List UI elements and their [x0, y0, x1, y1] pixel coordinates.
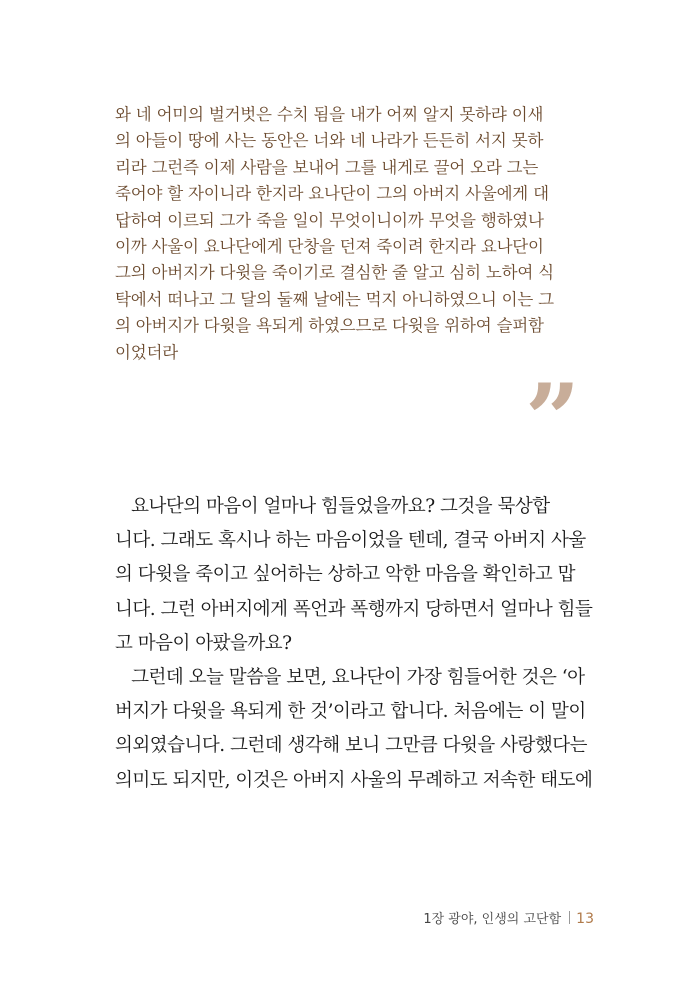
quote-line: 죽어야 할 자이니라 한지라 요나단이 그의 아버지 사울에게 대 [115, 184, 549, 204]
footer-divider [569, 911, 570, 924]
quote-line: 리라 그런즉 이제 사람을 보내어 그를 내게로 끌어 오라 그는 [115, 157, 539, 177]
body-line: 버지가 다윗을 욕되게 한 것’이라고 합니다. 처음에는 이 말이 [115, 701, 586, 723]
body-line: 니다. 그래도 혹시나 하는 마음이었을 텐데, 결국 아버지 사울 [115, 530, 586, 552]
quote-line: 이까 사울이 요나단에게 단창을 던져 죽이려 한지라 요나단이 [115, 237, 544, 257]
body-line: 의 다윗을 죽이고 싶어하는 상하고 악한 마음을 확인하고 맙 [115, 564, 575, 586]
quote-line: 의 아버지가 다윗을 욕되게 하였으므로 다윗을 위하여 슬퍼함 [115, 316, 544, 336]
body-line: 그런데 오늘 말씀을 보면, 요나단이 가장 힘들어한 것은 ‘아 [115, 667, 585, 689]
quote-line: 이었더라 [115, 342, 178, 362]
page-footer [423, 908, 594, 927]
page-number: 13 [576, 911, 594, 927]
chapter-title: 1장 광야, 인생의 고단함 [423, 912, 562, 927]
quote-line: 의 아들이 땅에 사는 동안은 너와 네 나라가 든든히 서지 못하 [115, 131, 544, 151]
quote-line: 탁에서 떠나고 그 달의 둘째 날에는 먹지 아니하였으니 이는 그 [115, 289, 554, 309]
body-line: 니다. 그런 아버지에게 폭언과 폭행까지 당하면서 얼마나 힘들 [115, 598, 593, 620]
quote-line: 와 네 어미의 벌거벗은 수치 됨을 내가 어찌 알지 못하랴 이새 [115, 105, 544, 124]
closing-quote-icon: ” [525, 363, 581, 476]
body-line: 의외였습니다. 그런데 생각해 보니 그만큼 다윗을 사랑했다는 [115, 735, 587, 757]
body-line: 의미도 되지만, 이것은 아버지 사울의 무례하고 저속한 태도에 [115, 769, 593, 791]
body-paragraphs [115, 490, 593, 798]
scripture-quote [115, 102, 575, 366]
quote-line: 답하여 이르되 그가 죽을 일이 무엇이니이까 무엇을 행하였나 [115, 210, 544, 230]
quote-line: 그의 아버지가 다윗을 죽이기로 결심한 줄 알고 심히 노하여 식 [115, 263, 554, 283]
body-line: 고 마음이 아팠을까요? [115, 632, 292, 654]
body-line: 요나단의 마음이 얼마나 힘들었을까요? 그것을 묵상합 [115, 496, 550, 517]
